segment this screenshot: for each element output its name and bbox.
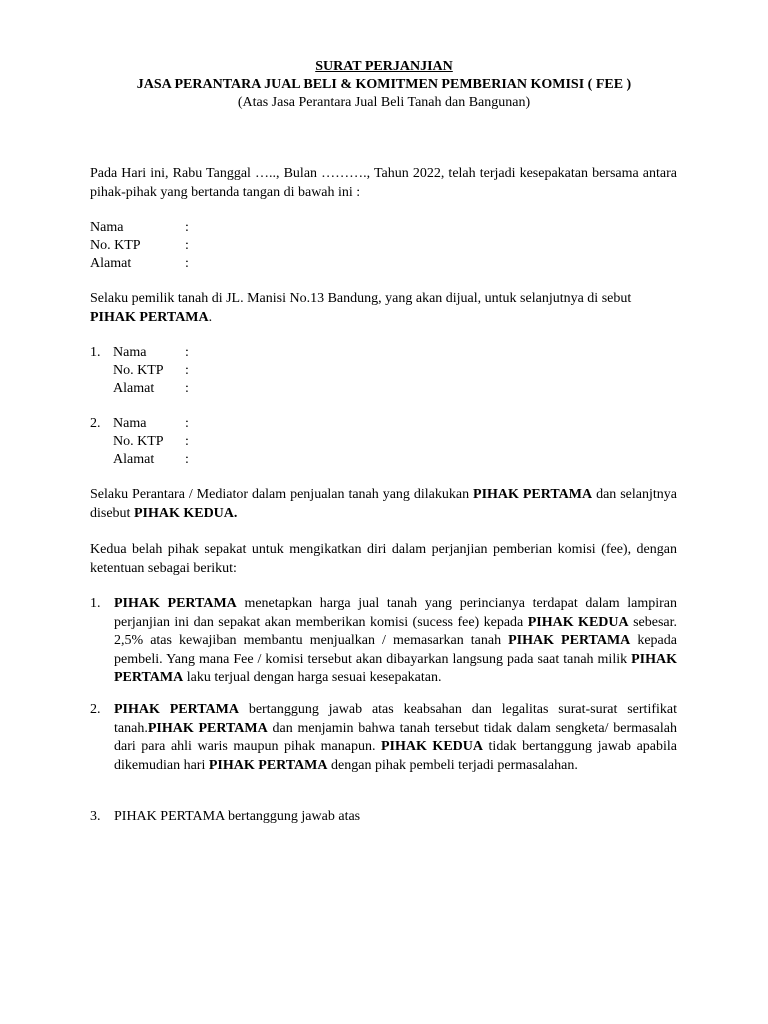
clause-bold: PIHAK PERTAMA [208,757,328,773]
field-colon: : [185,434,189,449]
clause-number: 1. [90,596,101,611]
party2-desc-mid: dan selanjtnya disebut [90,487,677,521]
document-title [0,58,768,112]
field-label: Nama [113,416,147,431]
list-number: 2. [90,416,101,431]
opening-paragraph: Pada Hari ini, Rabu Tanggal ….., Bulan ………., Tahun 2022, telah terjadi kesepakatan bersama antara pihak-pihak yang bertanda tangan di bawah ini : [90,166,677,200]
field-label: No. KTP [90,238,141,253]
party1-desc-bold: PIHAK PERTAMA [90,309,209,325]
list-row [90,362,195,380]
field-label: Alamat [113,381,155,396]
clause-text: dan menjamin bahwa tanah tersebut tidak dalam sengketa/ bermasalah dari para ahli waris maupun pihak manapun. [114,720,677,754]
field-colon: : [185,381,189,396]
clause-number: 2. [90,702,101,717]
party2-description [90,486,677,523]
title-line-3: (Atas Jasa Perantara Jual Beli Tanah dan Bangunan) [237,95,531,110]
party1-description [90,290,677,327]
party2-desc-text: Selaku Perantara / Mediator dalam penjualan tanah yang dilakukan [90,487,470,502]
field-colon: : [185,416,189,431]
clause-body [114,595,677,688]
field-label: Alamat [113,452,155,467]
field-label: Nama [113,345,147,360]
field-label: No. KTP [113,363,164,378]
field-row-alamat [90,255,195,273]
field-colon: : [185,452,189,467]
list-number: 1. [90,345,101,360]
clause-text: sebesar. 2,5% atas kewajiban membantu menjualkan / memasarkan tanah [114,614,677,648]
party1-fields [90,219,195,273]
field-row-ktp [90,237,195,255]
clause-body [114,701,677,775]
clause-1 [90,595,677,688]
field-colon: : [185,238,189,253]
clause-text: bertanggung jawab atas keabsahan dan legalitas surat-surat sertifikat tanah. [114,702,677,736]
clause-bold: PIHAK PERTAMA [147,720,268,736]
list-row [90,380,195,398]
clause-number: 3. [90,809,101,824]
party2-desc-bold-2: PIHAK KEDUA. [133,505,238,521]
clause-text: menetapkan harga jual tanah yang perincianya terdapat dalam lampiran perjanjian ini dan sepakat akan memberikan komisi (sucess fee) kepada [114,596,678,630]
party-list-item-2 [90,415,195,469]
field-label: Alamat [90,256,132,271]
clause-bold: PIHAK KEDUA [381,739,483,754]
field-row-nama [90,219,195,237]
clause-bold: PIHAK KEDUA [527,614,629,630]
field-label: Nama [90,220,124,235]
field-label: No. KTP [113,434,164,449]
title-line-1: SURAT PERJANJIAN [315,59,453,74]
field-colon: : [185,256,189,271]
field-colon: : [185,363,189,378]
agreement-intro: Kedua belah pihak sepakat untuk mengikatkan diri dalam perjanjian pemberian komisi (fee), dengan ketentuan sebagai berikut: [90,542,677,576]
clause-bold: PIHAK PERTAMA [114,596,237,611]
clause-bold: PIHAK PERTAMA [114,702,239,717]
party-list-item-1 [90,344,195,398]
clause-text: tidak bertanggung jawab apabila dikemudian hari [114,739,677,773]
list-row [90,451,195,469]
party1-desc-end: . [208,309,213,325]
party1-desc-text: Selaku pemilik tanah di JL. Manisi No.13 Bandung, yang akan dijual, untuk selanjutnya di sebut [90,291,632,306]
clause-body: PIHAK PERTAMA bertanggung jawab atas [114,809,361,824]
party2-desc-bold-1: PIHAK PERTAMA [473,487,593,502]
clause-bold: PIHAK PERTAMA [114,651,677,685]
field-colon: : [185,220,189,235]
clause-2 [90,701,677,775]
clause-text: kepada pembeli. Yang mana Fee / komisi tersebut akan dibayarkan langsung pada saat tanah milik [114,633,677,667]
clause-3 [90,808,677,827]
list-row [90,344,195,362]
clause-text: laku terjual dengan harga sesuai kesepakatan. [183,670,442,685]
clause-text: dengan pihak pembeli terjadi permasalahan. [327,757,578,773]
list-row [90,415,195,433]
field-colon: : [185,345,189,360]
list-row [90,433,195,451]
clause-bold: PIHAK PERTAMA [508,633,631,648]
title-line-2: JASA PERANTARA JUAL BELI & KOMITMEN PEMBERIAN KOMISI ( FEE ) [136,77,632,92]
